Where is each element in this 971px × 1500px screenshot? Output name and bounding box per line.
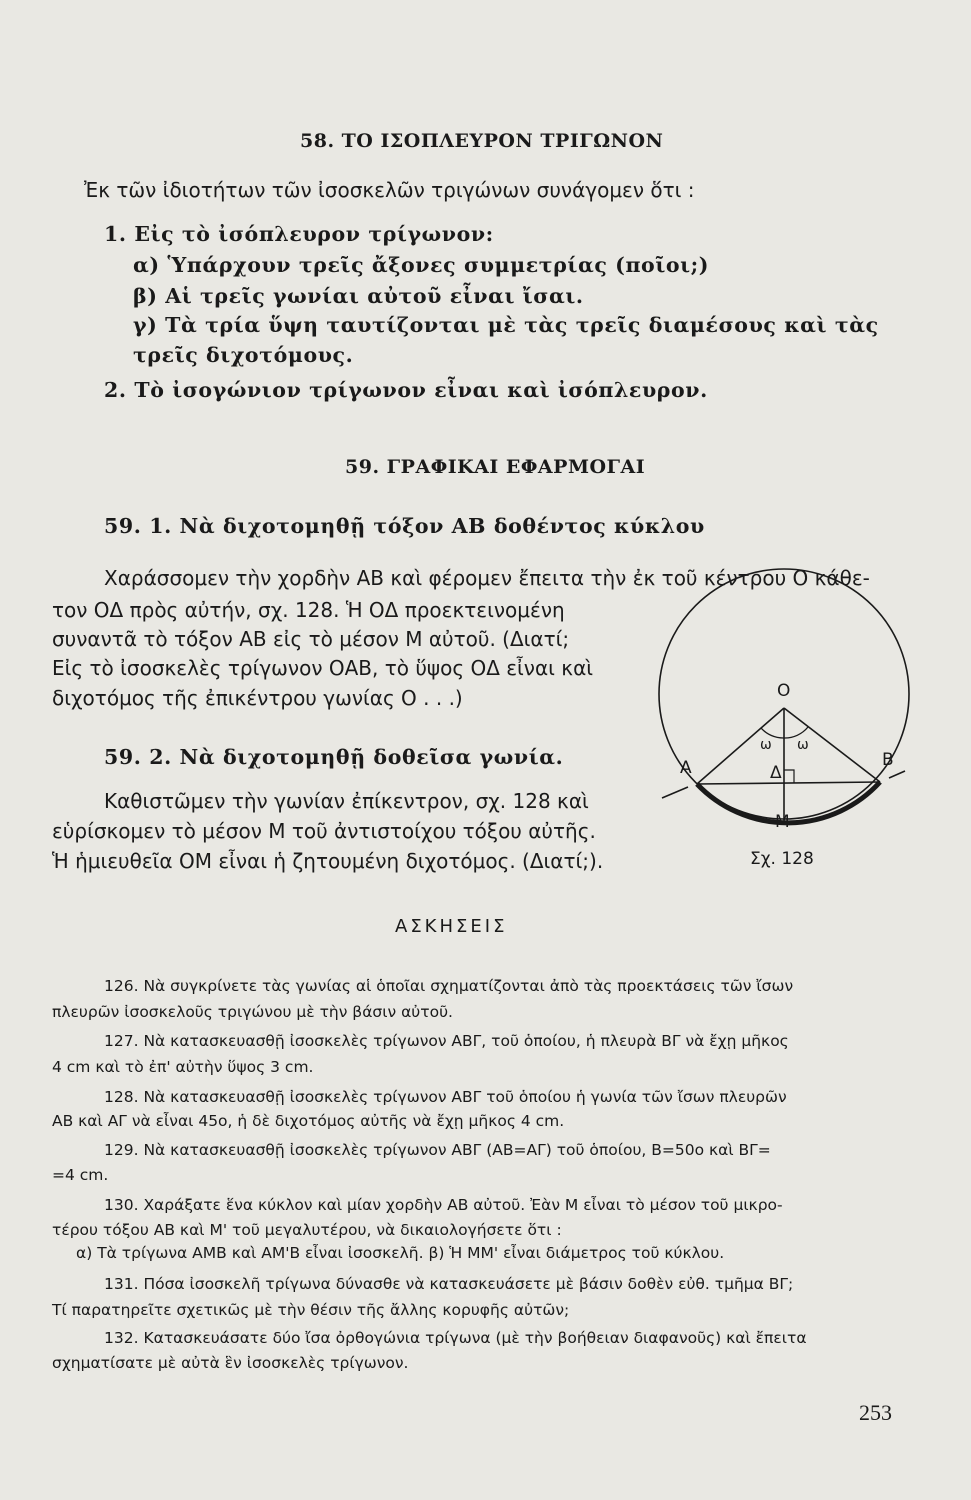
- sub-59-1-title: 59. 1. Νὰ διχοτομηθῇ τόξον ΑΒ δοθέντος κύκλου: [104, 514, 705, 538]
- exercise-line: 132. Κατασκευάσατε δύο ἴσα ὀρθογώνια τρίγωνα (μὲ τὴν βοήθειαν διαφανοῦς) καὶ ἔπειτα: [104, 1329, 807, 1347]
- exercise-line: =4 cm.: [52, 1166, 109, 1184]
- item-1c-line1: γ) Τὰ τρία ὕψη ταυτίζονται μὲ τὰς τρεῖς διαμέσους καὶ τὰς: [133, 313, 879, 337]
- sub-59-1-line: Χαράσσομεν τὴν χορδὴν ΑΒ καὶ φέρομεν ἔπειτα τὴν ἐκ τοῦ κέντρου Ο κάθε-: [104, 566, 870, 590]
- section-59-heading: 59. ΓΡΑΦΙΚΑΙ ΕΦΑΡΜΟΓΑΙ: [345, 456, 646, 478]
- chord-ab: [697, 782, 880, 784]
- exercise-line: 127. Νὰ κατασκευασθῇ ἰσοσκελὲς τρίγωνον ΑΒΓ, τοῦ ὁποίου, ἡ πλευρὰ ΒΓ νὰ ἔχῃ μῆκος: [104, 1032, 789, 1050]
- sub-59-1-line: διχοτόμος τῆς ἐπικέντρου γωνίας Ο . . .): [52, 686, 463, 710]
- exercise-line: ΑΒ καὶ ΑΓ νὰ εἶναι 45ο, ἡ δὲ διχοτόμος αὐτῆς νὰ ἔχῃ μῆκος 4 cm.: [52, 1112, 565, 1130]
- item-1a: α) Ὑπάρχουν τρεῖς ἄξονες συμμετρίας (ποῖοι;): [133, 253, 710, 277]
- section-58-heading: 58. ΤΟ ΙΣΟΠΛΕΥΡΟΝ ΤΡΙΓΩΝΟΝ: [300, 130, 664, 152]
- exercise-line: 128. Νὰ κατασκευασθῇ ἰσοσκελὲς τρίγωνον ΑΒΓ τοῦ ὁποίου ἡ γωνία τῶν ἴσων πλευρῶν: [104, 1088, 787, 1106]
- sub-59-2-line: Ἡ ἡμιευθεῖα ΟΜ εἶναι ἡ ζητουμένη διχοτόμος. (Διατί;).: [52, 849, 604, 873]
- exercise-line: πλευρῶν ἰσοσκελοῦς τριγώνου μὲ τὴν βάσιν αὐτοῦ.: [52, 1003, 453, 1021]
- item-1c-line2: τρεῖς διχοτόμους.: [133, 343, 354, 367]
- figure-caption: Σχ. 128: [750, 849, 814, 869]
- item-2: 2. Τὸ ἰσογώνιον τρίγωνον εἶναι καὶ ἰσόπλευρον.: [104, 378, 708, 402]
- exercise-line: α) Τὰ τρίγωνα ΑΜΒ καὶ ΑΜ'Β εἶναι ἰσοσκελῆ. β) Ἡ ΜΜ' εἶναι διάμετρος τοῦ κύκλου.: [76, 1244, 725, 1262]
- figure-label-o: O: [777, 681, 791, 701]
- exercise-line: 131. Πόσα ἰσοσκελῆ τρίγωνα δύνασθε νὰ κατασκευάσετε μὲ βάσιν δοθὲν εὐθ. τμῆμα ΒΓ;: [104, 1275, 794, 1293]
- figure-label-b: B: [882, 750, 894, 770]
- sub-59-2-line: Καθιστῶμεν τὴν γωνίαν ἐπίκεντρον, σχ. 128 καὶ: [104, 789, 589, 813]
- sub-59-1-line: Εἰς τὸ ἰσοσκελὲς τρίγωνον ΟΑΒ, τὸ ὕψος ΟΔ εἶναι καὶ: [52, 656, 594, 680]
- exercise-line: Τί παρατηρεῖτε σχετικῶς μὲ τὴν θέσιν τῆς ἄλλης κορυφῆς αὐτῶν;: [52, 1301, 570, 1319]
- item-1: 1. Εἰς τὸ ἰσόπλευρον τρίγωνον:: [104, 222, 494, 246]
- exercise-line: 126. Νὰ συγκρίνετε τὰς γωνίας αἱ ὁποῖαι σχηματίζονται ἀπὸ τὰς προεκτάσεις τῶν ἴσων: [104, 977, 794, 995]
- right-angle-mark: [784, 770, 794, 783]
- item-1b: β) Αἱ τρεῖς γωνίαι αὐτοῦ εἶναι ἴσαι.: [133, 284, 584, 308]
- sub-59-2-line: εὑρίσκομεν τὸ μέσον Μ τοῦ ἀντιστοίχου τόξου αὐτῆς.: [52, 819, 596, 843]
- chord-extension-right: [889, 771, 905, 778]
- page-number: 253: [859, 1400, 892, 1425]
- sub-59-1-line: συναντᾶ τὸ τόξον ΑΒ εἰς τὸ μέσον Μ αὐτοῦ. (Διατί;: [52, 627, 570, 651]
- figure-angle-mark-left: ω: [760, 737, 772, 753]
- exercise-line: τέρου τόξου ΑΒ καὶ Μ' τοῦ μεγαλυτέρου, νὰ δικαιολογήσετε ὅτι :: [52, 1221, 562, 1239]
- exercise-line: 4 cm καὶ τὸ ἐπ' αὐτὴν ὕψος 3 cm.: [52, 1058, 314, 1076]
- figure-label-d: Δ: [770, 763, 782, 783]
- exercise-line: σχηματίσατε μὲ αὐτὰ ἓν ἰσοσκελὲς τρίγωνον.: [52, 1354, 409, 1372]
- sub-59-1-line: τον ΟΔ πρὸς αὐτήν, σχ. 128. Ἡ ΟΔ προεκτεινομένη: [52, 598, 565, 622]
- exercise-line: 129. Νὰ κατασκευασθῇ ἰσοσκελὲς τρίγωνον ΑΒΓ (ΑΒ=ΑΓ) τοῦ ὁποίου, Β=50ο καὶ ΒΓ=: [104, 1141, 771, 1159]
- figure-label-a: A: [680, 758, 692, 778]
- chord-extension-left: [662, 787, 688, 798]
- sub-59-2-title: 59. 2. Νὰ διχοτομηθῇ δοθεῖσα γωνία.: [104, 745, 564, 769]
- exercises-title: ΑΣΚΗΣΕΙΣ: [395, 916, 508, 937]
- section-58-intro: Ἐκ τῶν ἰδιοτήτων τῶν ἰσοσκελῶν τριγώνων συνάγομεν ὅτι :: [84, 178, 695, 202]
- exercise-line: 130. Χαράξατε ἕνα κύκλον καὶ μίαν χορδὴν ΑΒ αὐτοῦ. Ἐὰν Μ εἶναι τὸ μέσον τοῦ μικρο-: [104, 1196, 783, 1214]
- figure-label-m: M: [775, 812, 790, 832]
- figure-angle-mark-right: ω: [797, 737, 809, 753]
